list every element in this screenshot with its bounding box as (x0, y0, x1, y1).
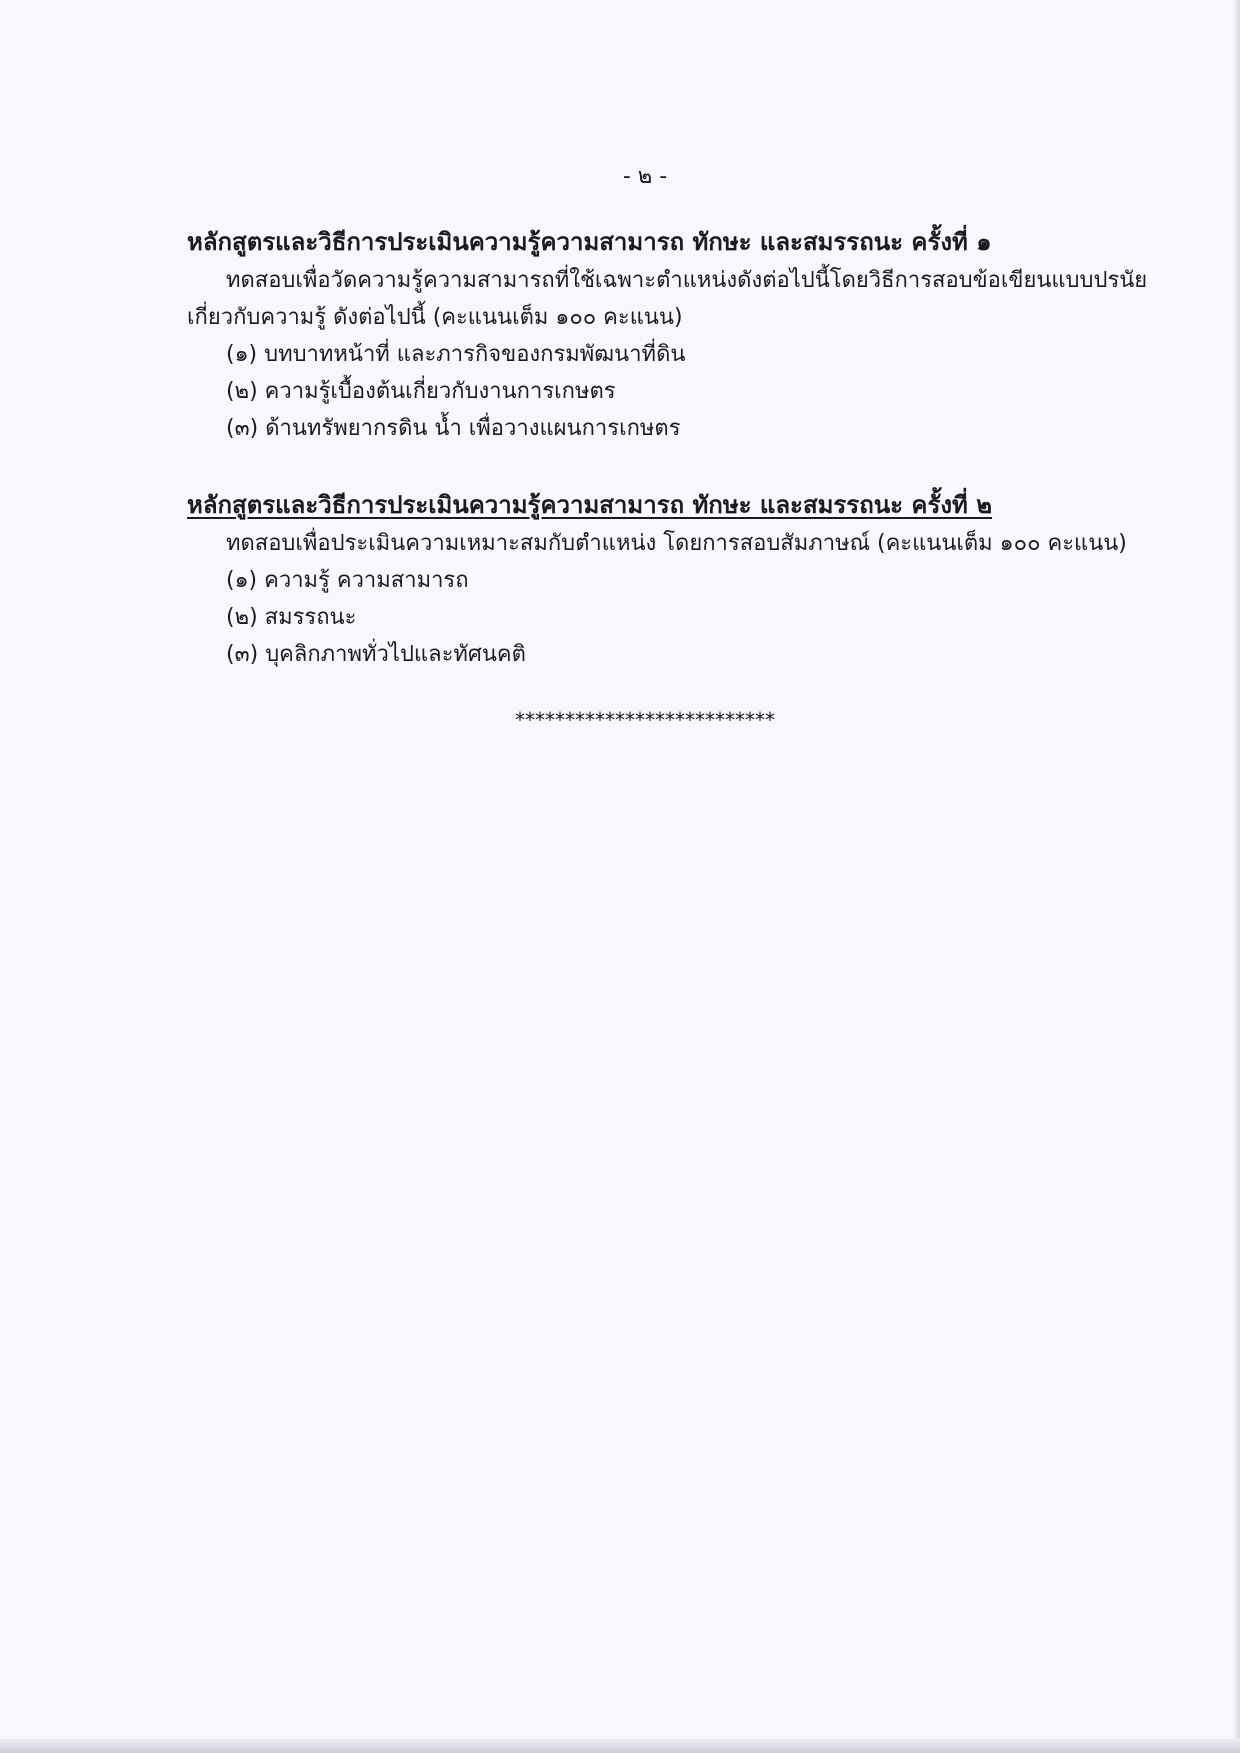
section2-list-item: (๑) ความรู้ ความสามารถ (226, 568, 469, 593)
section1-intro-line1: ทดสอบเพื่อวัดความรู้ความสามารถที่ใช้เฉพาะตำแหน่งดังต่อไปนี้โดยวิธีการสอบข้อเขียนแบบปรนัย (226, 268, 1148, 293)
section2-list-item: (๒) สมรรถนะ (226, 605, 357, 630)
section1-intro-line2: เกี่ยวกับความรู้ ดังต่อไปนี้ (คะแนนเต็ม ๑๐๐ คะแนน) (187, 305, 683, 330)
section1-list-item: (๑) บทบาทหน้าที่ และภารกิจของกรมพัฒนาที่ดิน (226, 342, 686, 367)
section2-heading: หลักสูตรและวิธีการประเมินความรู้ความสามารถ ทักษะ และสมรรถนะ ครั้งที่ ๒ (187, 491, 993, 519)
section2-list-item: (๓) บุคลิกภาพทั่วไปและทัศนคติ (226, 642, 526, 667)
section1-heading: หลักสูตรและวิธีการประเมินความรู้ความสามารถ ทักษะ และสมรรถนะ ครั้งที่ ๑ (187, 228, 992, 256)
section2-intro-line1: ทดสอบเพื่อประเมินความเหมาะสมกับตำแหน่ง โดยการสอบสัมภาษณ์ (คะแนนเต็ม ๑๐๐ คะแนน) (226, 531, 1127, 556)
section1-list-item: (๓) ด้านทรัพยากรดิน น้ำ เพื่อวางแผนการเกษตร (226, 416, 681, 441)
scan-edge-bottom (0, 1739, 1240, 1753)
page-number: - ๒ - (622, 164, 668, 189)
scan-edge-right (1234, 0, 1240, 1753)
end-divider: ************************** (515, 708, 775, 732)
section1-list-item: (๒) ความรู้เบื้องต้นเกี่ยวกับงานการเกษตร (226, 379, 616, 404)
